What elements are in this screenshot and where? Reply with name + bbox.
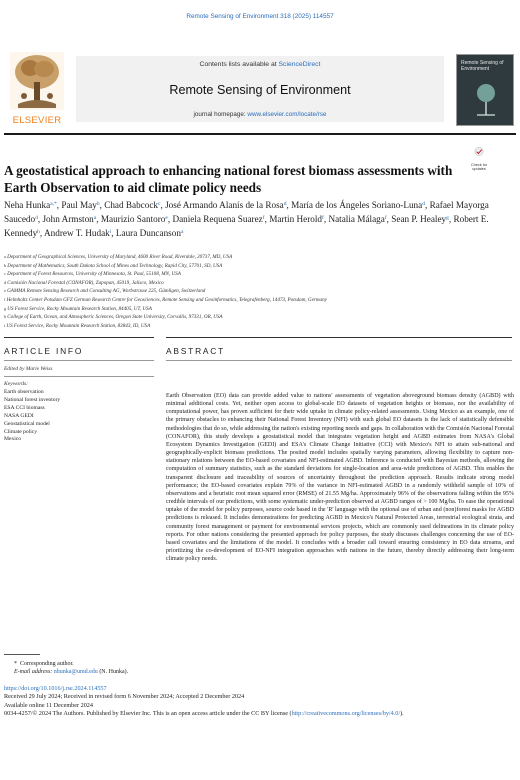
abstract-text: Earth Observation (EO) data can provide added value to nations' assessments of vegetation aboveground biomass density (AGBD) with minimal additional costs. Yet, neither open access to global-scale EO datasets of vegetation heights or biomass, nor the availability of computational power, has proven sufficient for their wide uptake in climate policy-related assessments. Using Mexico as an example, one of the primary obstacles to enhancing their National Forest Inventory (NFI) with such global EO datasets is the lack of statistically defensible methodologies that do so, while addressing the nation's existing reporting needs and gaps. In collaboration with the Comisión Nacional Forestal (CONAFOR), this study develops a geostatistical model that integrates vegetation height and AGBD estimates from NASA's Global Ecosystem Dynamics Investigation (GEDI) and ESA's Climate Change Initiative (CCI) with Mexico's NFI to attain sub-national and geographically-explicit biomass predictions. The posited model includes spatially varying parameters, allowing flexibility to capture non-stationary relations between the EO-based covariates and NFI-estimated AGBD. Inference is conducted with Bayesian methods, allowing the computation of summary statistics, such as the standard deviations for single-location and area-wide predictions of AGBD. This enables the transparent disclosure and traceability of sources of uncertainty throughout the prediction approach. Results indicate strong model performance; the EO-based covariates explain 79% of the variance in NFI-estimated AGBD in a randomly withheld sample of 10% of observations and a heuristic root mean squared error (RMSE) of 21.55 Mg/ha. Approximately 96% of the observations falling within the 95% credible intervals of our predictions, with some systematic under-prediction observed at AGBD ranges of > 100 Mg/ha. To ease the operational uptake of the model for policy purposes, source code based in the 'R' language with the optional use of urban and (non)forest masks for AGBD predictions is released. It includes demonstrations for predicting AGBD in Mexico's Natural Protected Areas, terrestrial ecological strata, and community forest management or payment for environmental services projects, which are commonly used delineations in its climate policy reports. For other nations considering the presented approach for policy purposes, the study discusses challenges concerning the use of EO-based covariates and the limitations of the model. It concludes with a broader call toward ensuring consistency in EO data streams, and prioritizing the co-development of EO-NFI integration approaches with nations in the future, thereby directly addressing their long-term climate policy needs. [166, 393, 514, 563]
author-affiliation-marker[interactable]: f [262, 215, 265, 222]
copyright-text: 0034-4257/© 2024 The Authors. Published by Elsevier Inc. This is an open access article under the CC BY license ( [4, 709, 292, 717]
affiliation-text: Helmholtz Center Potsdam GFZ German Research Centre for Geosciences, Remote Sensing and Geoinformatics, Telegrafenberg, 14473, Potsdam, Germany [6, 296, 327, 303]
check-for-updates-badge[interactable] [464, 146, 494, 176]
keyword-list [4, 389, 154, 444]
affiliation [4, 296, 514, 305]
homepage-prefix: journal homepage: [193, 111, 248, 118]
journal-citation[interactable]: Remote Sensing of Environment 318 (2025) 114557 [186, 13, 334, 20]
affiliation [4, 322, 514, 331]
affiliation [4, 287, 514, 296]
author-name[interactable]: Andrew T. Hudak [44, 228, 110, 239]
affiliation-text: College of Earth, Ocean, and Atmospheric Sciences, Oregon State University, Corvallis, 97331, OR, USA [7, 314, 223, 321]
journal-info-box [76, 56, 444, 122]
affiliation [4, 305, 514, 314]
affiliation-marker: a [4, 254, 6, 259]
author-name[interactable]: Martin Herold [269, 214, 323, 225]
affiliation-marker: h [4, 314, 6, 320]
affiliation [4, 262, 514, 271]
copyright-line [4, 710, 516, 718]
author-affiliation-marker[interactable]: b [96, 201, 100, 207]
author-affiliation-marker[interactable]: f [384, 215, 387, 222]
affiliation [4, 313, 514, 322]
author-affiliation-marker[interactable]: d [422, 201, 425, 207]
author-name[interactable]: José Armando Alanís de la Rosa [165, 200, 284, 210]
corresponding-label: Corresponding author. [20, 661, 74, 667]
author-affiliation-marker[interactable]: f [322, 215, 324, 222]
cover-art-icon [457, 55, 514, 126]
elsevier-tree-icon [10, 52, 64, 110]
author-name[interactable]: Paul May [61, 200, 97, 210]
journal-title[interactable]: Remote Sensing of Environment [169, 83, 351, 97]
keywords-divider [4, 376, 154, 377]
author[interactable] [328, 214, 386, 224]
author[interactable] [165, 200, 286, 210]
affiliation-marker: f [4, 296, 6, 302]
keyword[interactable]: Earth observation [4, 389, 44, 395]
author[interactable] [44, 228, 111, 238]
abstract-heading: ABSTRACT [166, 346, 226, 356]
author[interactable] [291, 200, 425, 210]
affiliation [4, 253, 514, 262]
affiliation-text: Department of Geographical Sciences, University of Maryland, 4600 River Road, Riverdale, 20737, MD, USA [7, 254, 233, 260]
author[interactable] [61, 200, 99, 210]
author[interactable] [101, 214, 168, 224]
affiliation-marker: e [4, 288, 6, 294]
author-affiliation-marker[interactable]: d [283, 201, 287, 207]
keyword[interactable]: ESA CCI biomass [4, 404, 45, 411]
author-affiliation-marker[interactable]: d [35, 215, 38, 222]
journal-masthead [4, 52, 516, 126]
article-title: A geostatistical approach to enhancing national forest biomass assessments with Earth Observation to aid climate policy needs [4, 163, 453, 195]
contents-prefix: Contents lists available at [199, 61, 279, 68]
homepage-link[interactable]: www.elsevier.com/locate/rse [247, 111, 327, 118]
author-name[interactable]: Sean P. Healey [391, 214, 447, 225]
author-name[interactable]: Robert E. Kennedy [4, 214, 489, 239]
author-name[interactable]: Daniela Requena Suarez [172, 214, 263, 225]
license-link[interactable]: http://creativecommons.org/licenses/by/4.0/ [291, 709, 401, 717]
author-name[interactable]: Chad Babcock [104, 200, 159, 210]
corresponding-author-note [14, 660, 128, 668]
journal-cover-thumbnail[interactable] [456, 54, 514, 126]
author-affiliation-marker[interactable]: c [158, 201, 161, 207]
keyword[interactable]: Geostatistical model [4, 420, 50, 427]
author[interactable] [42, 214, 96, 224]
cover-title: Remote Sensing of Environment [461, 60, 504, 72]
header-rule [4, 133, 516, 135]
author-affiliation-marker[interactable]: g [446, 215, 449, 222]
abstract-divider [166, 360, 512, 361]
author[interactable] [104, 200, 160, 210]
received-dates: Received 29 July 2024; Received in revised form 6 November 2024; Accepted 2 December 2024 [4, 693, 245, 701]
keyword[interactable]: Mexico [4, 436, 22, 443]
email-link[interactable]: nhunka@umd.edu [53, 669, 98, 676]
affiliation-text: Comisión Nacional Forestal (CONAFOR), Zapopan, 45019, Jalisco, Mexico [7, 279, 164, 286]
email-note [14, 668, 128, 676]
article-info-heading: ARTICLE INFO [4, 346, 84, 356]
author-name[interactable]: Neha Hunka [4, 200, 51, 210]
affiliation-marker: i [4, 322, 6, 328]
footnote-rule [4, 654, 40, 655]
affiliation-marker: b [4, 262, 6, 268]
author-list: Neha Hunka$^{a,*}$, Paul May$^b$, Chad Babcock$^c$, José Armando Alanís de la Rosa$^d$, María de los Ángeles Soriano-Luna$^d$, Rafael Mayorga Saucedo$^d$, John Armston$^a$, Maurizio Santoro$^e$, Daniela Requena Suarez$^f$, Martin Herold$^f$, Natalia Málaga$^f$, Sean P. Healey$^g$, Robert E. Kennedy$^h$, Andrew T. Hudak$^i$, Laura Duncanson$^a$ [4, 200, 489, 239]
email-label: E-mail address: [14, 669, 53, 676]
sciencedirect-link[interactable]: ScienceDirect [278, 61, 321, 68]
affiliation-list [4, 253, 514, 330]
author-name[interactable]: Laura Duncanson [115, 228, 181, 239]
available-online: Available online 11 December 2024 [4, 701, 93, 709]
affiliation-text: US Forest Service, Rocky Mountain Research Station, 83843, ID, USA [6, 322, 151, 329]
author-affiliation-marker[interactable]: a [180, 229, 184, 236]
author-affiliation-marker[interactable]: h [37, 229, 40, 236]
keyword[interactable]: National forest inventory [4, 396, 61, 403]
edited-by: Edited by Marie Weiss [4, 366, 53, 372]
affiliation [4, 279, 514, 288]
author-name[interactable]: Rafael Mayorga Saucedo [4, 200, 489, 225]
author-name[interactable]: Natalia Málaga [328, 214, 385, 225]
footnotes [14, 660, 128, 676]
copyright-end: ). [400, 709, 404, 717]
elsevier-logo[interactable] [4, 52, 70, 126]
publication-info [4, 685, 516, 718]
article-info-rule [4, 337, 154, 338]
keywords-heading: Keywords: [4, 381, 29, 387]
affiliation-marker: c [4, 271, 6, 277]
affiliation-text: GAMMA Remote Sensing Research and Consulting AG, Worbstrasse 225, Gümligen, Switzerland [7, 288, 206, 295]
contents-line [76, 61, 444, 68]
author[interactable] [269, 214, 324, 224]
abstract-top-rule [166, 337, 512, 338]
author-affiliation-marker[interactable]: a,* [50, 201, 57, 207]
author[interactable] [391, 214, 449, 224]
corresponding-marker: * [14, 661, 17, 667]
affiliation [4, 270, 514, 279]
affiliation-marker: g [4, 305, 6, 311]
author[interactable] [116, 228, 184, 238]
affiliation-text: Department of Mathematics, South Dakota School of Mines and Technology, Rapid City, 57701, SD, USA [7, 262, 223, 269]
keyword[interactable]: NASA GEDI [4, 412, 34, 419]
author-affiliation-marker[interactable]: a [93, 215, 97, 222]
doi-link[interactable]: https://doi.org/10.1016/j.rse.2024.114557 [4, 685, 107, 692]
affiliation-text: US Forest Service, Rocky Mountain Research Station, 84405, UT, USA [7, 305, 152, 312]
keyword[interactable]: Climate policy [4, 428, 38, 435]
check-updates-icon [464, 146, 494, 164]
author-name[interactable]: María de los Ángeles Soriano-Luna [291, 200, 423, 210]
author[interactable] [4, 200, 57, 210]
author[interactable] [172, 214, 264, 224]
homepage-line [76, 111, 444, 118]
affiliation-text: Department of Forest Resources, University of Minnesota, St. Paul, 55108, MN, USA [7, 271, 181, 278]
elsevier-wordmark: ELSEVIER [12, 115, 62, 126]
email-owner: (N. Hunka). [99, 669, 129, 676]
author-affiliation-marker[interactable]: i [109, 229, 112, 236]
article-info-divider [4, 360, 154, 361]
check-updates-label: Check for updates [470, 163, 488, 172]
author-name[interactable]: John Armston [42, 214, 94, 225]
author-affiliation-marker[interactable]: e [165, 215, 168, 222]
affiliation-marker: d [4, 279, 6, 285]
author-name[interactable]: Maurizio Santoro [100, 214, 166, 225]
